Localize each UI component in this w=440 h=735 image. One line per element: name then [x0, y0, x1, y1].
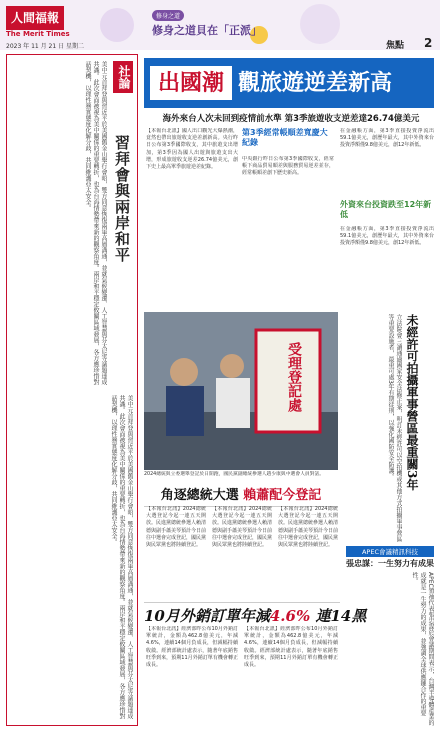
photo-illustration — [144, 312, 338, 470]
story-body-2: 【本報台北訊】2024總統大選登記今起一連五天開放。民進黨總統參選人賴清德與副手蕭美琴預計今日前往中選會完成登記，國民黨與民眾黨也將陸續登記。 — [212, 506, 272, 549]
export-headline-a: 10月外銷訂單年減 — [144, 607, 270, 625]
decorative-circle — [300, 4, 340, 44]
editorial-label: 社論 — [113, 61, 133, 93]
editorial-title: 習拜會與兩岸和平 — [113, 135, 131, 263]
article-body-2: 中央銀行昨日公布第3季國際收支，經常帳下商品貿易順差與服務貿易逆差並存，經常帳順差創下歷史新高。 — [242, 156, 334, 177]
story-body-3: 【本報台北訊】2024總統大選登記今起一連五天開放。民進黨總統參選人賴清德與副手蕭美琴預計今日前往中選會完成登記，國民黨與民眾黨也將陸續登記。 — [278, 506, 338, 549]
logo: 人間福報 — [6, 6, 64, 30]
editorial-column — [6, 54, 138, 726]
story-headline-part2: 賴蕭配今登記 — [243, 488, 322, 503]
export-headline — [144, 605, 434, 626]
story-headline — [144, 484, 338, 507]
photo-sign-text: 受理登記處 — [286, 342, 302, 412]
export-headline-b: 4.6% — [269, 607, 311, 625]
headline-left: 出國潮 — [150, 66, 232, 100]
apec-headline: 張忠謀：一生努力有成果 — [346, 559, 434, 568]
editorial-body-continued: 美中元首拜登與習近平於美國舊金山舉行會晤，雙方同意恢復兩軍高層溝通，並就氣候變遷、人工智慧與芬太尼等議題達成共識。此次會面被視為美中關係的重要轉折，也為台海情勢帶來新的觀察角度。兩岸和平穩定攸關區域發展，各方應珍惜對話契機，以理性務實態度化解分歧，共同維護亞太安全。 — [110, 395, 133, 719]
section-name: 焦點 — [386, 41, 405, 51]
export-body-2: 【本報台北訊】經濟部昨公布10月外銷訂單統計，金額為462.8億美元，年減4.6%，連續14個月負成長，但減幅持續收斂。經濟部統計處表示，隨著年底銷售旺季到來，預期11月外銷訂單有機會轉正成長。 — [244, 626, 338, 669]
story3-headline: 未經許可拍攝軍事營區最重關3年 — [405, 314, 419, 491]
pull-quote-2: 外資來台投資跌至12年新低 — [340, 200, 432, 219]
column-tag: 修身之道 — [152, 10, 184, 21]
news-photo — [144, 312, 338, 470]
apec-body: APEC領袖代表張忠謀於會議期間表示，台灣半導體產業的成就是一生努力的成果，並強調全球供應鏈合作的重要性。 — [411, 572, 434, 726]
column-title: 修身之道貝在「正派」 — [152, 24, 262, 37]
story3-body: 立法院會三讀通過國家安全法修正案，明訂未經許可以空拍機或其他方式拍攝軍事營區等重要設施者，最重可處3年有期徒刑，以強化國防安全防護。 — [387, 314, 402, 542]
story-headline-part1: 角逐總統大選 — [160, 488, 239, 503]
page-number: 2 — [424, 36, 433, 50]
headline-right: 觀旅遊逆差新高 — [238, 70, 393, 96]
story-body: 【本報台北訊】2024總統大選登記今起一連五天開放。民進黨總統參選人賴清德與副手蕭美琴預計今日前往中選會完成登記，國民黨與民眾黨也將陸續登記。 — [146, 506, 206, 549]
logo-english: The Merit Times — [6, 30, 70, 38]
export-headline-c: 連14黑 — [310, 607, 367, 625]
pull-quote: 第3季經常帳順差寬慶大紀錄 — [242, 128, 328, 147]
headline-subhead: 海外來台人次未回到疫情前水準 第3季旅遊收支逆差達26.74億美元 — [162, 114, 420, 124]
decorative-circle — [100, 8, 134, 42]
divider — [144, 602, 340, 603]
export-body: 【本報台北訊】經濟部昨公布10月外銷訂單統計，金額為462.8億美元，年減4.6%，連續14個月負成長，但減幅持續收斂。經濟部統計處表示，隨著年底銷售旺季到來，預期11月外銷訂單有機會轉正成長。 — [146, 626, 238, 669]
article-body-4: 在金融帳方面，第3季直接投資淨流出59.1億美元，創歷年最大，其中外資來台投資淨額僅9.8億美元，創12年新低。 — [340, 226, 434, 247]
apec-tag: APEC會議精訊科技 — [346, 546, 434, 557]
editorial-body: 美中元首拜登與習近平於美國舊金山舉行會晤，雙方同意恢復兩軍高層溝通，並就氣候變遷、人工智慧與芬太尼等議題達成共識。此次會面被視為美中關係的重要轉折，也為台海情勢帶來新的觀察角度。兩岸和平穩定攸關區域發展，各方應珍惜對話契機，以理性務實態度化解分歧，共同維護亞太安全。 — [84, 61, 107, 385]
article-body: 【本報台北訊】國人出口觀光大爆熱潮，竟然也帶出旅遊收支逆差創新高。央行昨日公布第3季國際收支，其中旅遊支出增加，第3季因為國人出遊與旅遊支出大增，形成旅遊收支逆差26.74億美元，創下史上最高單季旅遊逆差紀錄。 — [146, 128, 238, 171]
article-body-3: 在金融帳方面，第3季直接投資淨流出59.1億美元，創歷年最大，其中外資來台投資淨額僅9.8億美元，創12年新低。 — [340, 128, 434, 149]
issue-date: 2023 年 11 月 21 日 星期二 — [6, 43, 84, 50]
photo-caption: 2024總統與立委選舉登記於日開跑，國民黨副總統參選人趙少康與中選會人員對話。 — [144, 472, 325, 477]
